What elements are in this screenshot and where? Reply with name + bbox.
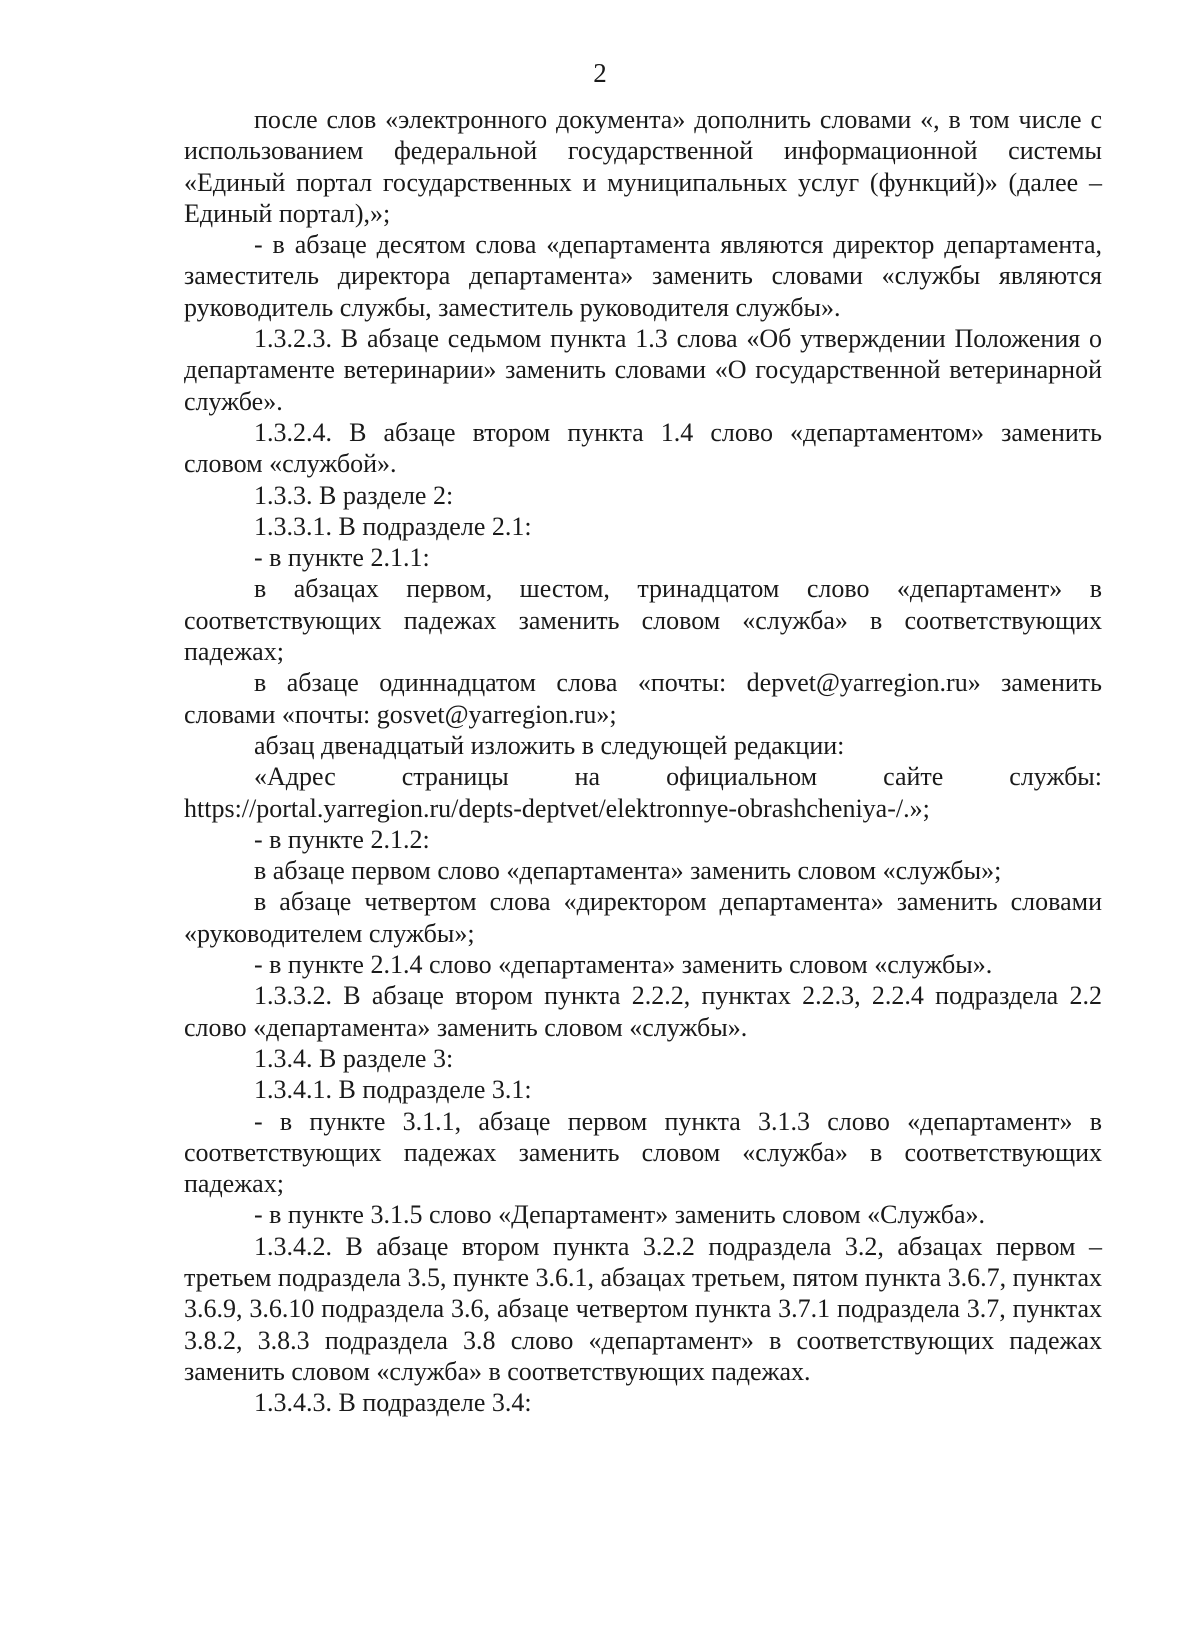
paragraph: в абзаце одиннадцатом слова «почты: depvet@yarregion.ru» заменить словами «почты: gosvet@yarregion.ru»;	[184, 668, 1102, 729]
paragraph: - в пункте 3.1.1, абзаце первом пункта 3.1.3 слово «департамент» в соответствующих падежах заменить словом «служба» в соответствующих падежах;	[184, 1106, 1102, 1199]
paragraph: 1.3.4.3. В подразделе 3.4:	[254, 1388, 532, 1418]
paragraph: в абзацах первом, шестом, тринадцатом слово «департамент» в соответствующих падежах заменить словом «служба» в соответствующих падежах;	[184, 574, 1102, 667]
paragraph: - в абзаце десятом слова «департамента являются директор департамента, заместитель директора департамента» заменить словами «службы являются руководитель службы, заместитель руководителя службы».	[184, 230, 1102, 322]
paragraph: - в пункте 3.1.5 слово «Департамент» заменить словом «Служба».	[254, 1200, 986, 1230]
paragraph: 1.3.2.4. В абзаце втором пункта 1.4 слово «департаментом» заменить словом «службой».	[184, 417, 1102, 479]
document-body	[184, 104, 1102, 1418]
paragraph: в абзаце четвертом слова «директором департамента» заменить словами «руководителем службы»;	[184, 887, 1102, 948]
paragraph: 1.3.4. В разделе 3:	[254, 1043, 454, 1073]
paragraph: - в пункте 2.1.1:	[254, 543, 430, 573]
paragraph: 1.3.3. В разделе 2:	[254, 480, 454, 510]
paragraph: «Адрес страницы на официальном сайте службы: https://portal.yarregion.ru/depts-deptvet/elektronnye-obrashcheniya-/.»;	[184, 762, 1102, 823]
paragraph: 1.3.4.1. В подразделе 3.1:	[254, 1075, 532, 1105]
paragraph: - в пункте 2.1.2:	[254, 824, 430, 854]
paragraph: 1.3.2.3. В абзаце седьмом пункта 1.3 слова «Об утверждении Положения о департаменте ветеринарии» заменить словами «О государственной ветеринарной службе».	[184, 324, 1102, 416]
paragraph: 1.3.4.2. В абзаце втором пункта 3.2.2 подраздела 3.2, абзацах первом – третьем подраздела 3.5, пункте 3.6.1, абзацах третьем, пятом пункта 3.6.7, пунктах 3.6.9, 3.6.10 подраздела 3.6, абзаце четвертом пункта 3.7.1 подраздела 3.7, пунктах 3.8.2, 3.8.3 подраздела 3.8 слово «департамент» в соответствующих падежах заменить словом «служба» в соответствующих падежах.	[184, 1231, 1102, 1386]
paragraph: - в пункте 2.1.4 слово «департамента» заменить словом «службы».	[254, 950, 993, 980]
paragraph: после слов «электронного документа» дополнить словами «, в том числе с использованием федеральной государственной информационной системы «Единый портал государственных и муниципальных услуг (функций)» (далее – Единый портал),»;	[184, 105, 1102, 228]
paragraph: абзац двенадцатый изложить в следующей редакции:	[254, 730, 845, 760]
page-number: 2	[593, 58, 607, 88]
paragraph: 1.3.3.2. В абзаце втором пункта 2.2.2, пунктах 2.2.3, 2.2.4 подраздела 2.2 слово «департамента» заменить словом «службы».	[184, 981, 1102, 1042]
paragraph: в абзаце первом слово «департамента» заменить словом «службы»;	[254, 856, 1002, 886]
paragraph: 1.3.3.1. В подразделе 2.1:	[254, 511, 532, 541]
